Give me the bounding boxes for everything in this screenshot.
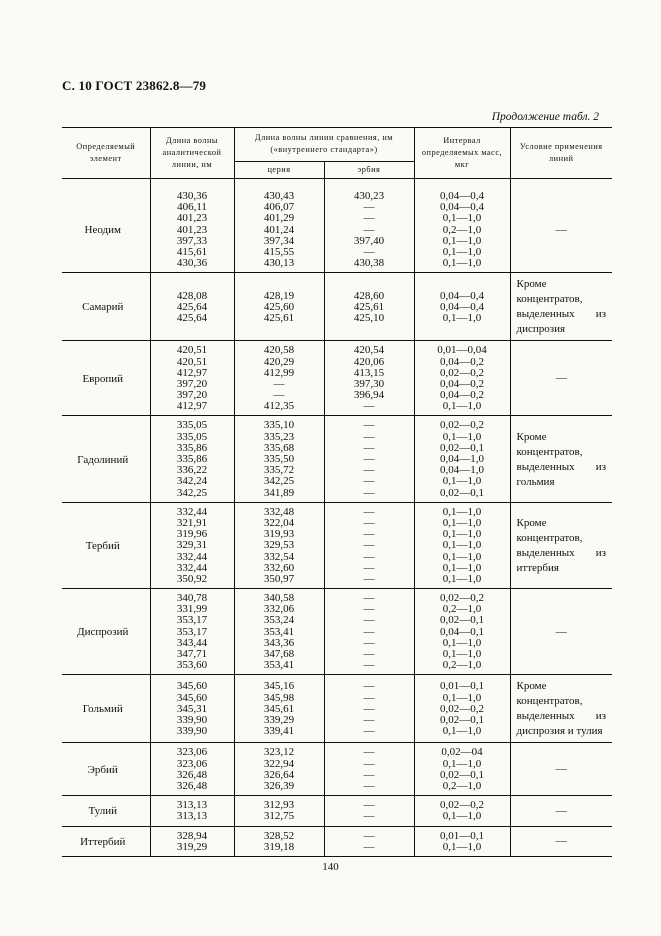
page-title: С. 10 ГОСТ 23862.8—79 <box>62 78 207 93</box>
cerium-wavelength: 353,41 <box>263 625 295 638</box>
analytic-wavelength-cell <box>150 502 234 588</box>
mass-interval: 0,1—1,0 <box>442 648 482 660</box>
analytic-wavelength: 336,22 <box>176 464 208 477</box>
mass-interval: 0,04—0,4 <box>440 300 484 313</box>
erbium-wavelength: 413,15 <box>353 366 385 379</box>
table-body <box>62 179 612 857</box>
erbium-wavelength: — <box>363 713 375 726</box>
table-continuation-note: Продолжение табл. 2 <box>491 111 599 123</box>
cerium-wavelength: 339,41 <box>263 725 295 738</box>
header-cerium: церия <box>234 161 324 178</box>
mass-interval: 0,02—0,2 <box>440 702 484 715</box>
analytic-wavelength: 412,97 <box>176 366 208 379</box>
mass-interval: 0,1—1,0 <box>442 725 482 738</box>
cerium-wavelength: 329,53 <box>263 539 295 552</box>
cerium-wavelength: 420,29 <box>263 355 295 368</box>
mass-interval: 0,1—1,0 <box>442 400 482 413</box>
mass-interval: 0,1—1,0 <box>442 539 482 552</box>
cerium-wavelength-cell <box>234 502 324 588</box>
data-table <box>62 127 612 857</box>
mass-interval: 0,1—1,0 <box>442 528 482 541</box>
mass-interval: 0,2—1,0 <box>442 779 482 792</box>
table-row <box>62 273 612 341</box>
analytic-wavelength: 332,44 <box>176 561 208 574</box>
mass-interval: 0,2—1,0 <box>442 603 482 616</box>
cerium-wavelength: 322,94 <box>263 757 295 770</box>
analytic-wavelength: 430,36 <box>176 190 208 202</box>
erbium-wavelength: — <box>363 603 375 616</box>
cerium-wavelength: 430,13 <box>263 257 295 270</box>
mass-interval: 0,1—1,0 <box>442 212 482 225</box>
erbium-wavelength: 397,30 <box>353 377 385 390</box>
cerium-wavelength: 343,36 <box>263 636 295 649</box>
analytic-wavelength: 332,44 <box>176 550 208 563</box>
analytic-wavelength: 353,60 <box>176 659 208 672</box>
mass-interval: 0,02—04 <box>441 746 483 759</box>
erbium-wavelength: 425,61 <box>353 300 385 313</box>
analytic-wavelength: 345,60 <box>176 680 208 693</box>
cerium-wavelength: 353,24 <box>263 614 295 627</box>
analytic-wavelength: 335,05 <box>176 430 208 443</box>
analytic-wavelength: 397,20 <box>176 389 208 402</box>
cerium-wavelength: 332,60 <box>263 561 295 574</box>
application-condition: Кроме концентратов, выделенных из диспрозия и тулия <box>510 675 612 743</box>
analytic-wavelength: 326,48 <box>176 768 208 781</box>
analytic-wavelength: 340,78 <box>176 592 208 605</box>
erbium-wavelength: — <box>363 840 375 853</box>
mass-interval: 0,01—0,04 <box>437 344 487 357</box>
cerium-wavelength: 312,75 <box>263 810 295 823</box>
mass-interval: 0,1—1,0 <box>442 311 482 324</box>
erbium-wavelength: — <box>363 648 375 660</box>
cerium-wavelength: — <box>273 389 285 402</box>
mass-interval-cell <box>414 502 510 588</box>
analytic-wavelength: 342,24 <box>176 475 208 488</box>
erbium-wavelength: — <box>363 516 375 529</box>
mass-interval: 0,04—0,1 <box>440 625 484 638</box>
analytic-wavelength: 335,86 <box>176 441 208 454</box>
analytic-wavelength: 339,90 <box>176 725 208 738</box>
mass-interval: 0,02—0,1 <box>440 441 484 454</box>
cerium-wavelength: 401,24 <box>263 223 295 236</box>
element-name: Тербий <box>62 502 150 588</box>
analytic-wavelength: 343,44 <box>176 636 208 649</box>
analytic-wavelength: 420,51 <box>176 355 208 368</box>
cerium-wavelength-cell <box>234 675 324 743</box>
mass-interval: 0,1—1,0 <box>442 810 482 823</box>
cerium-wavelength: 347,68 <box>263 648 295 660</box>
element-name: Неодим <box>62 187 150 273</box>
cerium-wavelength: 425,61 <box>263 311 295 324</box>
analytic-wavelength-cell <box>150 341 234 416</box>
erbium-wavelength: — <box>363 768 375 781</box>
analytic-wavelength: 323,06 <box>176 746 208 759</box>
mass-interval: 0,1—1,0 <box>442 550 482 563</box>
erbium-wavelength: — <box>363 441 375 454</box>
mass-interval: 0,1—1,0 <box>442 636 482 649</box>
header-element: Определяемый элемент <box>62 128 150 179</box>
cerium-wavelength: 425,60 <box>263 300 295 313</box>
erbium-wavelength: — <box>363 201 375 214</box>
analytic-wavelength-cell <box>150 273 234 341</box>
element-name: Тулий <box>62 796 150 826</box>
application-condition: — <box>510 796 612 826</box>
mass-interval: 0,2—1,0 <box>442 223 482 236</box>
mass-interval: 0,1—1,0 <box>442 572 482 585</box>
erbium-wavelength-cell <box>324 743 414 796</box>
mass-interval: 0,1—1,0 <box>442 505 482 518</box>
cerium-wavelength: 332,48 <box>263 505 295 518</box>
table-row <box>62 187 612 273</box>
cerium-wavelength: 323,12 <box>263 746 295 759</box>
cerium-wavelength: — <box>273 377 285 390</box>
erbium-wavelength: — <box>363 725 375 738</box>
mass-interval: 0,04—0,4 <box>440 201 484 214</box>
analytic-wavelength: 353,17 <box>176 625 208 638</box>
analytic-wavelength-cell <box>150 187 234 273</box>
cerium-wavelength-cell <box>234 341 324 416</box>
element-name: Самарий <box>62 273 150 341</box>
mass-interval: 0,1—1,0 <box>442 757 482 770</box>
analytic-wavelength-cell <box>150 675 234 743</box>
cerium-wavelength-cell <box>234 589 324 675</box>
erbium-wavelength: — <box>363 561 375 574</box>
erbium-wavelength: — <box>363 419 375 432</box>
analytic-wavelength-cell <box>150 826 234 856</box>
erbium-wavelength-cell <box>324 675 414 743</box>
erbium-wavelength: — <box>363 799 375 812</box>
analytic-wavelength-cell <box>150 796 234 826</box>
erbium-wavelength-cell <box>324 826 414 856</box>
header-conditions: Условие применения линий <box>510 128 612 179</box>
mass-interval-cell <box>414 675 510 743</box>
analytic-wavelength: 430,36 <box>176 257 208 270</box>
cerium-wavelength-cell <box>234 187 324 273</box>
cerium-wavelength: 319,18 <box>263 840 295 853</box>
mass-interval: 0,2—1,0 <box>442 659 482 672</box>
erbium-wavelength: — <box>363 636 375 649</box>
cerium-wavelength: 345,61 <box>263 702 295 715</box>
erbium-wavelength: — <box>363 550 375 563</box>
erbium-wavelength: 428,60 <box>353 289 385 302</box>
analytic-wavelength: 319,96 <box>176 528 208 541</box>
analytic-wavelength: 353,17 <box>176 614 208 627</box>
analytic-wavelength: 331,99 <box>176 603 208 616</box>
cerium-wavelength-cell <box>234 743 324 796</box>
erbium-wavelength: — <box>363 400 375 413</box>
erbium-wavelength: — <box>363 691 375 704</box>
erbium-wavelength: — <box>363 528 375 541</box>
mass-interval: 0,1—1,0 <box>442 561 482 574</box>
mass-interval-cell <box>414 589 510 675</box>
header-erbium: эрбия <box>324 161 414 178</box>
header-analytic-line: Длина волны аналитической линии, нм <box>150 128 234 179</box>
table-row <box>62 826 612 856</box>
mass-interval: 0,02—0,2 <box>440 799 484 812</box>
erbium-wavelength: — <box>363 680 375 693</box>
cerium-wavelength: 335,10 <box>263 419 295 432</box>
analytic-wavelength: 401,23 <box>176 212 208 225</box>
mass-interval: 0,1—1,0 <box>442 234 482 247</box>
analytic-wavelength: 339,90 <box>176 713 208 726</box>
cerium-wavelength: 335,50 <box>263 453 295 465</box>
analytic-wavelength: 321,91 <box>176 516 208 529</box>
cerium-wavelength: 322,04 <box>263 516 295 529</box>
analytic-wavelength: 319,29 <box>176 840 208 853</box>
erbium-wavelength-cell <box>324 796 414 826</box>
element-name: Диспрозий <box>62 589 150 675</box>
erbium-wavelength-cell <box>324 341 414 416</box>
cerium-wavelength: 397,34 <box>263 234 295 247</box>
application-condition: — <box>510 589 612 675</box>
mass-interval: 0,02—0,1 <box>440 486 484 499</box>
element-name: Гадолиний <box>62 416 150 502</box>
analytic-wavelength: 350,92 <box>176 572 208 585</box>
table-row <box>62 502 612 588</box>
analytic-wavelength: 345,60 <box>176 691 208 704</box>
analytic-wavelength: 425,64 <box>176 300 208 313</box>
table-row <box>62 675 612 743</box>
cerium-wavelength: 328,52 <box>263 829 295 842</box>
header-mass-interval: Интервал определяемых масс, мкг <box>414 128 510 179</box>
erbium-wavelength-cell <box>324 273 414 341</box>
mass-interval: 0,01—0,1 <box>440 829 484 842</box>
table-row <box>62 416 612 502</box>
erbium-wavelength: — <box>363 659 375 672</box>
analytic-wavelength: 401,23 <box>176 223 208 236</box>
application-condition: — <box>510 743 612 796</box>
erbium-wavelength: — <box>363 539 375 552</box>
mass-interval-cell <box>414 187 510 273</box>
cerium-wavelength-cell <box>234 796 324 826</box>
application-condition: Кроме концентратов, выделенных из диспрозия <box>510 273 612 341</box>
erbium-wavelength: — <box>363 746 375 759</box>
cerium-wavelength: 412,99 <box>263 366 295 379</box>
analytic-wavelength: 406,11 <box>177 201 207 214</box>
cerium-wavelength: 415,55 <box>263 245 295 258</box>
mass-interval: 0,1—1,0 <box>442 475 482 488</box>
page-number: 140 <box>322 861 339 873</box>
analytic-wavelength: 420,51 <box>176 344 208 357</box>
mass-interval: 0,1—1,0 <box>442 691 482 704</box>
erbium-wavelength: — <box>363 592 375 605</box>
analytic-wavelength: 313,13 <box>176 799 208 812</box>
analytic-wavelength-cell <box>150 743 234 796</box>
mass-interval-cell <box>414 341 510 416</box>
analytic-wavelength: 332,44 <box>176 505 208 518</box>
cerium-wavelength: 332,06 <box>263 603 295 616</box>
erbium-wavelength: — <box>363 212 375 225</box>
erbium-wavelength: — <box>363 779 375 792</box>
erbium-wavelength: 430,38 <box>353 257 385 270</box>
application-condition: Кроме концентратов, выделенных из гольмия <box>510 416 612 502</box>
cerium-wavelength: 406,07 <box>263 201 295 214</box>
cerium-wavelength-cell <box>234 416 324 502</box>
mass-interval: 0,04—0,4 <box>440 289 484 302</box>
erbium-wavelength: 425,10 <box>353 311 385 324</box>
cerium-wavelength: 326,64 <box>263 768 295 781</box>
analytic-wavelength: 313,13 <box>176 810 208 823</box>
analytic-wavelength: 412,97 <box>176 400 208 413</box>
cerium-wavelength: 401,29 <box>263 212 295 225</box>
cerium-wavelength: 312,93 <box>263 799 295 812</box>
erbium-wavelength-cell <box>324 416 414 502</box>
erbium-wavelength: — <box>363 464 375 477</box>
application-condition: — <box>510 341 612 416</box>
erbium-wavelength: 396,94 <box>353 389 385 402</box>
mass-interval: 0,1—1,0 <box>442 430 482 443</box>
erbium-wavelength: — <box>363 810 375 823</box>
mass-interval: 0,04—1,0 <box>440 453 484 465</box>
analytic-wavelength: 425,64 <box>176 311 208 324</box>
mass-interval-cell <box>414 273 510 341</box>
cerium-wavelength-cell <box>234 273 324 341</box>
analytic-wavelength: 323,06 <box>176 757 208 770</box>
cerium-wavelength-cell <box>234 826 324 856</box>
mass-interval: 0,04—0,4 <box>440 190 484 202</box>
cerium-wavelength: 430,43 <box>263 190 295 202</box>
table-row <box>62 341 612 416</box>
mass-interval-cell <box>414 826 510 856</box>
erbium-wavelength-cell <box>324 589 414 675</box>
cerium-wavelength: 350,97 <box>263 572 295 585</box>
cerium-wavelength: 345,98 <box>263 691 295 704</box>
erbium-wavelength-cell <box>324 502 414 588</box>
erbium-wavelength: — <box>363 475 375 488</box>
header-comparison-line: Длина волны линии сравнения, нм («внутреннего стандарта») <box>234 128 414 162</box>
mass-interval: 0,1—1,0 <box>442 840 482 853</box>
erbium-wavelength: — <box>363 625 375 638</box>
analytic-wavelength: 328,94 <box>176 829 208 842</box>
mass-interval: 0,02—0,1 <box>440 768 484 781</box>
cerium-wavelength: 353,41 <box>263 659 295 672</box>
mass-interval-cell <box>414 416 510 502</box>
erbium-wavelength: 397,40 <box>353 234 385 247</box>
erbium-wavelength: — <box>363 453 375 465</box>
analytic-wavelength: 397,33 <box>176 234 208 247</box>
mass-interval: 0,01—0,1 <box>440 680 484 693</box>
analytic-wavelength: 329,31 <box>176 539 208 552</box>
mass-interval: 0,04—1,0 <box>440 464 484 477</box>
cerium-wavelength: 326,39 <box>263 779 295 792</box>
analytic-wavelength: 428,08 <box>176 289 208 302</box>
element-name: Иттербий <box>62 826 150 856</box>
erbium-wavelength: — <box>363 829 375 842</box>
mass-interval: 0,02—0,2 <box>440 419 484 432</box>
analytic-wavelength: 415,61 <box>176 245 208 258</box>
cerium-wavelength: 332,54 <box>263 550 295 563</box>
cerium-wavelength: 428,19 <box>263 289 295 302</box>
application-condition: — <box>510 826 612 856</box>
element-name: Европий <box>62 341 150 416</box>
erbium-wavelength: — <box>363 505 375 518</box>
erbium-wavelength: 420,54 <box>353 344 385 357</box>
mass-interval: 0,04—0,2 <box>440 389 484 402</box>
analytic-wavelength: 397,20 <box>176 377 208 390</box>
analytic-wavelength: 326,48 <box>176 779 208 792</box>
erbium-wavelength: — <box>363 702 375 715</box>
analytic-wavelength-cell <box>150 589 234 675</box>
analytic-wavelength: 342,25 <box>176 486 208 499</box>
element-name: Эрбий <box>62 743 150 796</box>
mass-interval: 0,04—0,2 <box>440 355 484 368</box>
erbium-wavelength: — <box>363 223 375 236</box>
mass-interval: 0,02—0,1 <box>440 614 484 627</box>
erbium-wavelength: 420,06 <box>353 355 385 368</box>
analytic-wavelength: 345,31 <box>176 702 208 715</box>
erbium-wavelength: 430,23 <box>353 190 385 202</box>
mass-interval: 0,02—0,2 <box>440 366 484 379</box>
mass-interval-cell <box>414 796 510 826</box>
erbium-wavelength: — <box>363 614 375 627</box>
erbium-wavelength: — <box>363 430 375 443</box>
mass-interval-cell <box>414 743 510 796</box>
mass-interval: 0,1—1,0 <box>442 516 482 529</box>
cerium-wavelength: 339,29 <box>263 713 295 726</box>
table-row <box>62 589 612 675</box>
cerium-wavelength: 335,68 <box>263 441 295 454</box>
cerium-wavelength: 319,93 <box>263 528 295 541</box>
analytic-wavelength: 347,71 <box>176 648 208 660</box>
element-name: Гольмий <box>62 675 150 743</box>
mass-interval: 0,02—0,1 <box>440 713 484 726</box>
mass-interval: 0,04—0,2 <box>440 377 484 390</box>
application-condition: Кроме концентратов, выделенных из иттербия <box>510 502 612 588</box>
mass-interval: 0,1—1,0 <box>442 245 482 258</box>
erbium-wavelength-cell <box>324 187 414 273</box>
cerium-wavelength: 420,58 <box>263 344 295 357</box>
erbium-wavelength: — <box>363 245 375 258</box>
cerium-wavelength: 412,35 <box>263 400 295 413</box>
application-condition: — <box>510 187 612 273</box>
erbium-wavelength: — <box>363 572 375 585</box>
analytic-wavelength: 335,05 <box>176 419 208 432</box>
table-row <box>62 743 612 796</box>
analytic-wavelength: 335,86 <box>176 453 208 465</box>
cerium-wavelength: 335,23 <box>263 430 295 443</box>
cerium-wavelength: 335,72 <box>263 464 295 477</box>
cerium-wavelength: 340,58 <box>263 592 295 605</box>
table-row <box>62 796 612 826</box>
cerium-wavelength: 345,16 <box>263 680 295 693</box>
erbium-wavelength: — <box>363 486 375 499</box>
mass-interval: 0,02—0,2 <box>440 592 484 605</box>
cerium-wavelength: 342,25 <box>263 475 295 488</box>
mass-interval: 0,1—1,0 <box>442 257 482 270</box>
analytic-wavelength-cell <box>150 416 234 502</box>
cerium-wavelength: 341,89 <box>263 486 295 499</box>
erbium-wavelength: — <box>363 757 375 770</box>
